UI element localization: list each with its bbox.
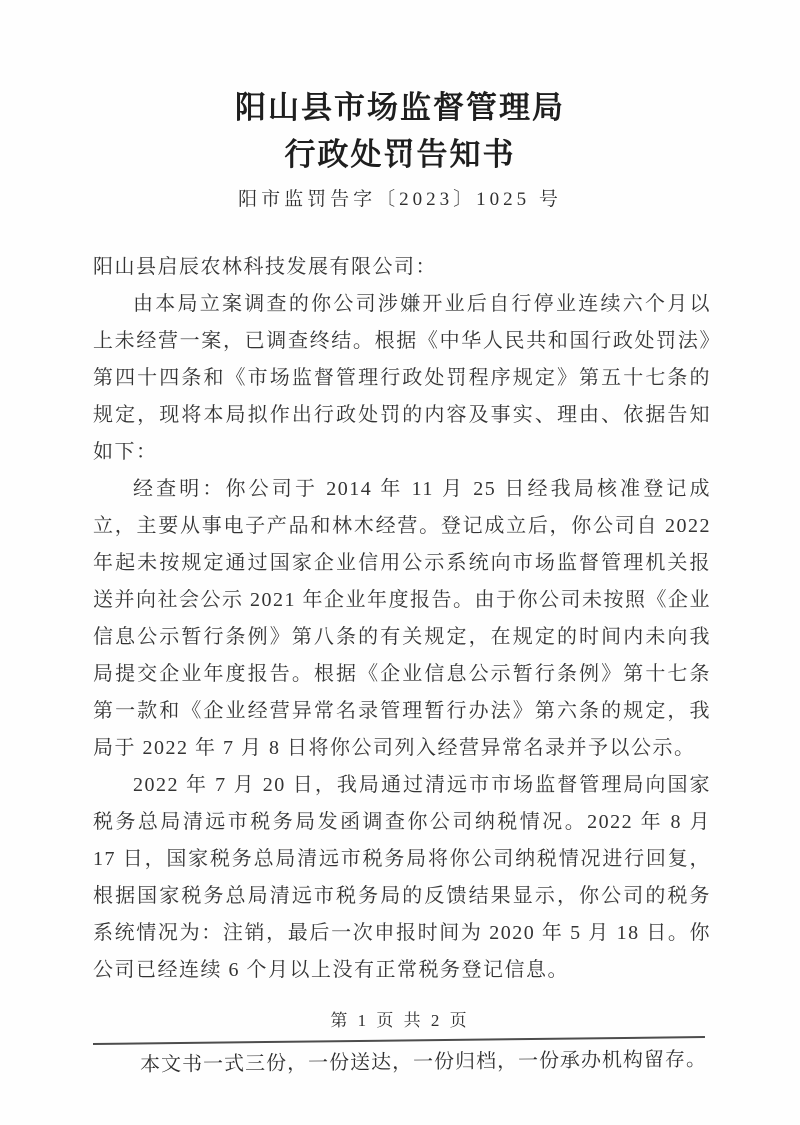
body-paragraph-2: 经查明：你公司于 2014 年 11 月 25 日经我局核准登记成立，主要从事电子产品和林木经营。登记成立后，你公司自 2022 年起未按规定通过国家企业信用公示系统向市场监督管理机关报送并向社会公示 2021 年企业年度报告。由于你公司未按照《企业信息公示暂行条例》第八条的有关规定，在规定的时间内未向我局提交企业年度报告。根据《企业信息公示暂行条例》第十七条第一款和《企业经营异常名录管理暂行办法》第六条的规定，我局于 2022 年 7 月 8 日将你公司列入经营异常名录并予以公示。 — [93, 478, 711, 759]
title-line-1: 阳山县市场监督管理局 — [235, 90, 565, 125]
body-paragraph-3: 2022 年 7 月 20 日，我局通过清远市市场监督管理局向国家税务总局清远市税务局发函调查你公司纳税情况。2022 年 8 月 17 日，国家税务总局清远市税务局将你公司纳税情况进行回复，根据国家税务总局清远市税务局的反馈结果显示，你公司的税务系统情况为：注销，最后一次申报时间为 2020 年 5 月 18 日。你公司已经连续 6 个月以上没有正常税务登记信息。 — [93, 774, 711, 981]
page-number-indicator: 第 1 页 共 2 页 — [330, 1011, 470, 1030]
document-number: 阳市监罚告字〔2023〕1025 号 — [238, 189, 562, 210]
document-body — [93, 249, 711, 989]
footer-copies-note: 本文书一式三份，一份送达，一份归档，一份承办机构留存。 — [139, 1048, 708, 1076]
title-line-2: 行政处罚告知书 — [284, 137, 516, 172]
addressee-line: 阳山县启辰农林科技发展有限公司： — [93, 256, 437, 278]
body-paragraph-1: 由本局立案调查的你公司涉嫌开业后自行停业连续六个月以上未经营一案，已调查终结。根据《中华人民共和国行政处罚法》第四十四条和《市场监督管理行政处罚程序规定》第五十七条的规定，现将本局拟作出行政处罚的内容及事实、理由、依据告知如下： — [93, 293, 711, 463]
document-title — [0, 84, 800, 178]
